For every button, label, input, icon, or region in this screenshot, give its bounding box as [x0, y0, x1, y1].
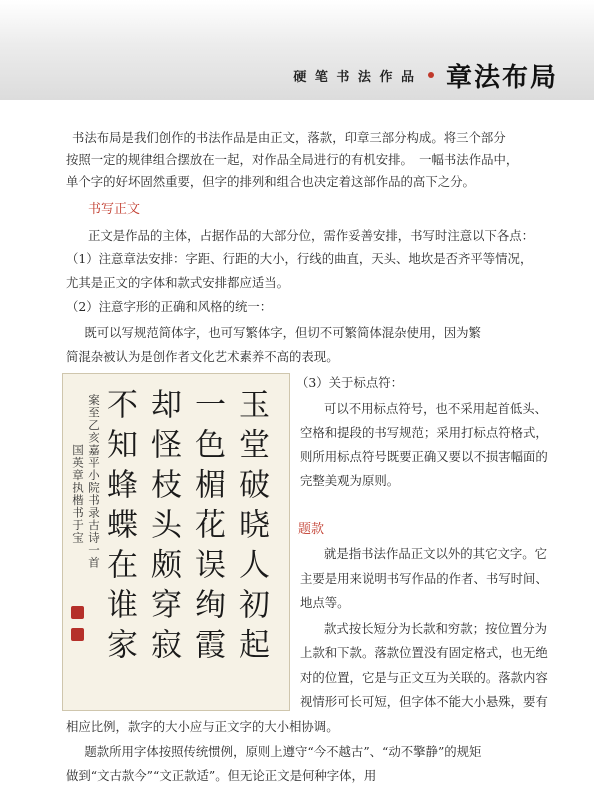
text-line: 既可以写规范简体字，也可写繁体字，但切不可繁简体混杂使用，因为繁	[72, 325, 481, 340]
text-line: 视情形可长可短，但字体不能大小悬殊，要有	[300, 694, 548, 709]
text-line: 正文是作品的主体，占据作品的大部分位，需作妥善安排，书写时注意以下各点：	[88, 228, 535, 243]
text-line: 可以不用标点符号，也不采用起首低头、	[324, 401, 548, 416]
text-line: 就是指书法作品正文以外的其它文字。它	[324, 546, 548, 561]
page-title: 章法布局	[445, 62, 558, 93]
header-band	[0, 0, 594, 100]
text-line: 上款和下款。落款位置没有固定格式，也无绝	[300, 645, 548, 660]
text-line: 完整美观为原则。	[300, 473, 400, 488]
seal-stamp-icon	[71, 606, 84, 619]
calligraphy-column: 不知蜂蝶在谁家	[101, 388, 137, 668]
punctuation-heading: （3）关于标点符：	[296, 375, 404, 390]
text-line: 对的位置，它是与正文互为关联的。落款内容	[300, 670, 548, 685]
calligraphy-column: 玉堂破晓人初起	[233, 388, 269, 668]
header-title-group	[293, 58, 558, 92]
text-line: 题款所用字体按照传统惯例，原则上遵守“今不越古”、“动不擎静”的规矩	[72, 744, 482, 759]
text-line: 按照一定的规律组合摆放在一起，对作品全局进行的有机安排。 一幅书法作品中，	[66, 152, 519, 167]
text-line: 相应比例，款字的大小应与正文字的大小相协调。	[66, 719, 339, 734]
text-line: 款式按长短分为长款和穷款；按位置分为	[324, 621, 548, 636]
text-line: 地点等。	[300, 595, 350, 610]
text-line: 书法布局是我们创作的书法作品是由正文，落款，印章三部分构成。将三个部分	[72, 130, 506, 145]
text-line: （1）注意章法安排：字距、行距的大小，行线的曲直，天头、地坎是否齐平等情况，	[66, 251, 533, 266]
header-subtitle: 硬 笔 书 法 作 品	[293, 69, 416, 85]
artwork-inscription: 案至乙亥嘉平小院书录古诗一首	[87, 394, 101, 569]
calligraphy-column: 却怪枝头颇穿寂	[145, 388, 181, 668]
seal-stamp-icon	[71, 628, 84, 641]
text-line: 做到“文古款今”“文正款适”。但无论正文是何种字体，用	[66, 768, 377, 783]
text-line: 尤其是正文的字体和款式安排都应适当。	[66, 275, 290, 290]
text-line: 简混杂被认为是创作者文化艺术素养不高的表现。	[66, 349, 339, 364]
text-line: 单个字的好坏固然重要，但字的排列和组合也决定着这部作品的高下之分。	[66, 174, 475, 189]
calligraphy-artwork	[62, 373, 290, 711]
section-heading-body-text: 书写正文	[88, 202, 141, 217]
text-line: （2）注意字形的正确和风格的统一：	[66, 299, 273, 314]
section-heading-inscription: 题款	[298, 522, 325, 537]
text-line: 主要是用来说明书写作品的作者、书写时间、	[300, 571, 548, 586]
text-line: 则所用标点符号既要正确又要以不损害幅面的	[300, 449, 548, 464]
header-bullet-icon	[428, 72, 434, 78]
text-line: 空格和提段的书写规范；采用打标点符格式，	[300, 425, 548, 440]
calligraphy-column: 一色楣花误绚霞	[189, 388, 225, 668]
artwork-inscription: 国英章执楷书于宝	[71, 444, 85, 544]
